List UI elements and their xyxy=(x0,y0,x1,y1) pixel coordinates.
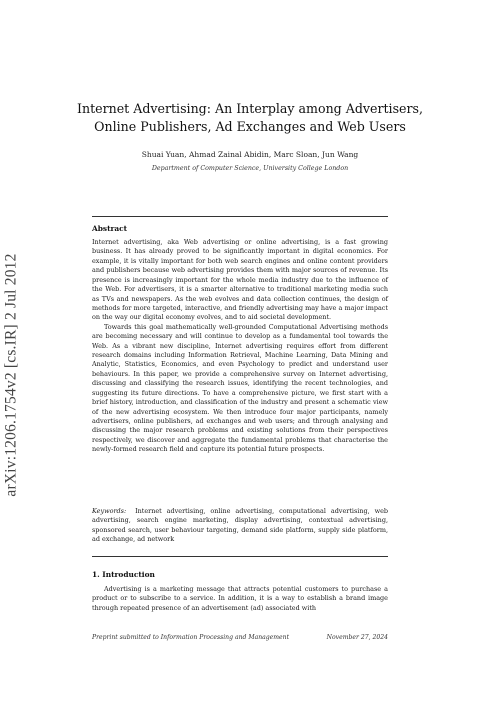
arxiv-stamp-text: arXiv:1206.1754v2 [cs.IR] 2 Jul 2012 xyxy=(3,253,20,497)
keywords-text: Internet advertising, online advertising, computational advertising, web advertising, search engine marketing, display advertising, contextual advertising, sponsored search, user behaviour targeting, demand side platform, supply side platform, ad exchange, ad network xyxy=(92,507,389,544)
authors: Shuai Yuan, Ahmad Zainal Abidin, Marc Sloan, Jun Wang xyxy=(141,150,359,159)
title-line-2: Online Publishers, Ad Exchanges and Web Users xyxy=(94,119,406,134)
arxiv-stamp xyxy=(2,210,22,540)
footer-date: November 27, 2024 xyxy=(326,634,388,641)
abstract-paragraph-2: Towards this goal mathematically well-grounded Computational Advertising methods are becoming necessary and will continue to develop as a fundamental tool towards the Web. As a vibrant new discipline, Internet advertising requires effort from different research domains including Information Retrieval, Machine Learning, Data Mining and Analytic, Statistics, Economics, and even Psychology to predict and understand user behaviours. In this paper, we provide a comprehensive survey on Internet advertising, discussing and classifying the research issues, identifying the recent technologies, and suggesting its future directions. To have a comprehensive picture, we first start with a brief history, introduction, and classification of the industry and present a schematic view of the new advertising ecosystem. We then introduce four major participants, namely advertisers, online publishers, ad exchanges and web users; and through analysing and discussing the major research problems and existing solutions from their perspectives respectively, we discover and aggregate the fundamental problems that characterise the newly-formed research field and capture its potential future prospects. xyxy=(92,322,388,454)
paper-title xyxy=(60,100,440,136)
abstract-body xyxy=(92,238,388,455)
abstract-top-rule xyxy=(92,216,388,217)
introduction-text: Advertising is a marketing message that attracts potential customers to purchase a product or to subscribe to a service. In addition, it is a way to establish a brand image through repeated presence of an advertisement (ad) associated with xyxy=(92,585,388,612)
footer-journal: Preprint submitted to Information Processing and Management xyxy=(92,634,290,641)
abstract-bottom-rule xyxy=(92,556,388,557)
affiliation: Department of Computer Science, University College London xyxy=(151,165,349,172)
abstract-heading: Abstract xyxy=(92,224,128,233)
page-footer xyxy=(92,634,388,641)
title-line-1: Internet Advertising: An Interplay among Advertisers, xyxy=(77,101,423,116)
keywords-label: Keywords: xyxy=(92,507,127,515)
keywords xyxy=(92,507,388,545)
section-heading-introduction: 1. Introduction xyxy=(92,570,155,579)
abstract-paragraph-1: Internet advertising, aka Web advertising or online advertising, is a fast growing business. It has already proved to be significantly important in digital economics. For example, it is vitally important for both web search engines and online content providers and publishers because web advertising provides them with major sources of revenue. Its presence is increasingly important for the whole media industry due to the influence of the Web. For advertisers, it is a smarter alternative to traditional marketing media such as TVs and newspapers. As the web evolves and data collection continues, the design of methods for more targeted, interactive, and friendly advertising may have a major impact on the way our digital economy evolves, and to aid societal development. xyxy=(92,238,388,322)
